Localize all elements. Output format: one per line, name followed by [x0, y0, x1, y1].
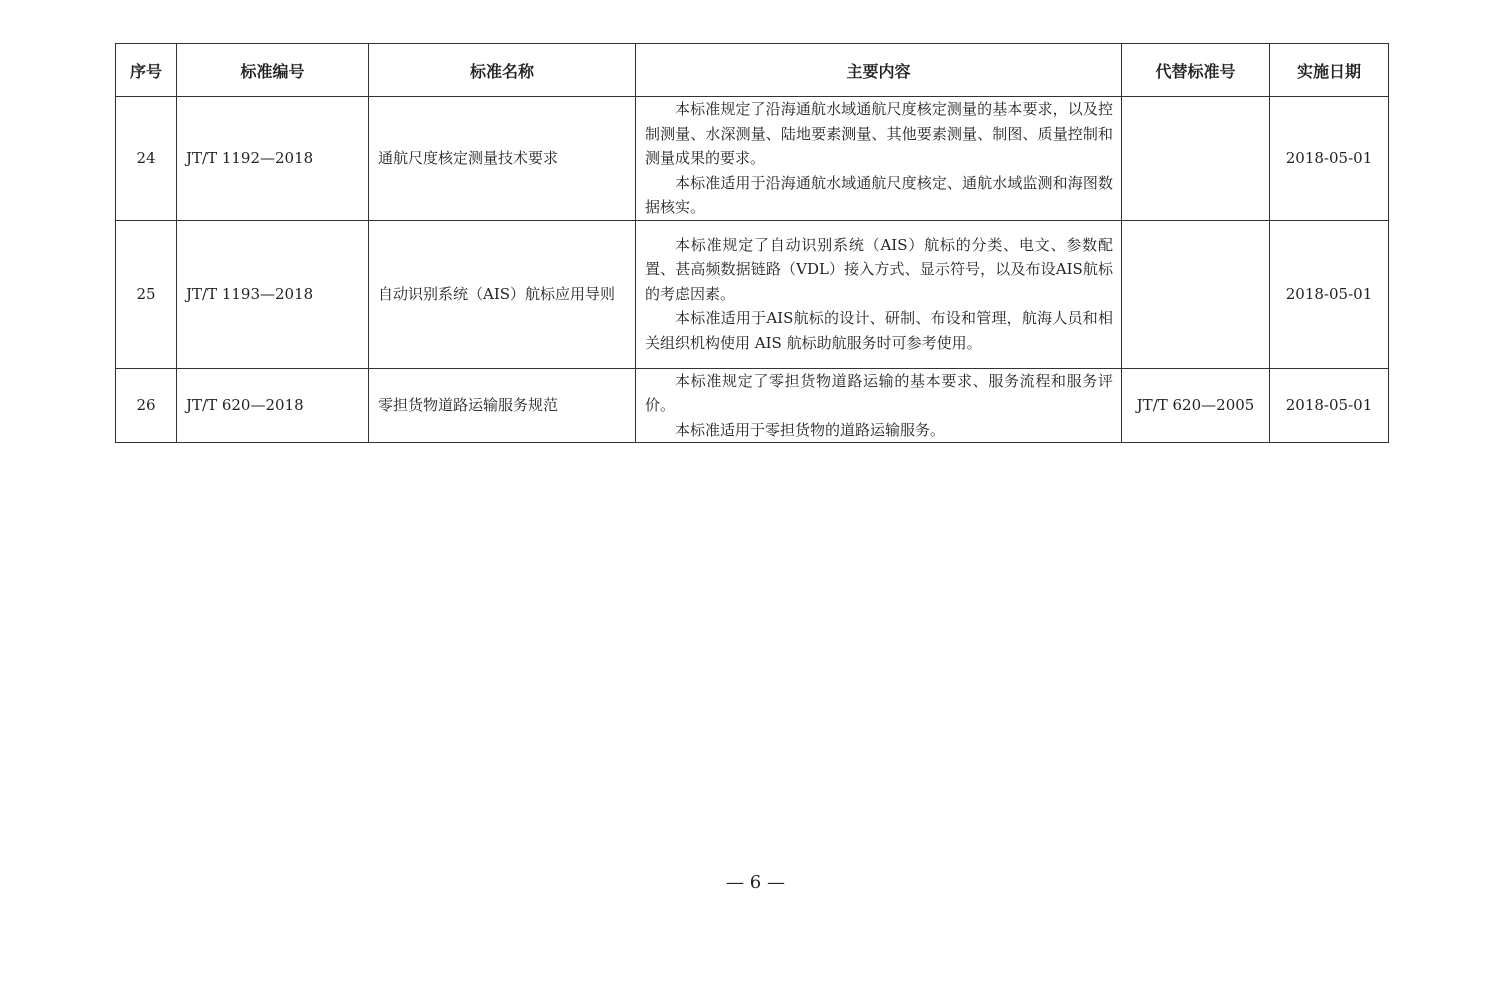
- header-main-content: 主要内容: [636, 44, 1122, 97]
- cell-standard-name: 零担货物道路运输服务规范: [369, 368, 636, 443]
- cell-standard-code: JT/T 620—2018: [177, 368, 369, 443]
- content-paragraph: 本标准规定了零担货物道路运输的基本要求、服务流程和服务评价。: [645, 371, 1113, 414]
- table-row: [116, 368, 1389, 443]
- table-row: [116, 97, 1389, 221]
- table-row: [116, 220, 1389, 368]
- cell-effective-date: 2018-05-01: [1270, 368, 1389, 443]
- cell-main-content: [636, 220, 1122, 368]
- cell-replaces: [1122, 220, 1270, 368]
- content-paragraph: 本标准适用于AIS航标的设计、研制、布设和管理，航海人员和相关组织机构使用 AIS 航标助航服务时可参考使用。: [645, 309, 1113, 352]
- standards-table: [115, 43, 1389, 443]
- cell-main-content: [636, 368, 1122, 443]
- cell-seq: 25: [116, 220, 177, 368]
- cell-replaces: JT/T 620—2005: [1122, 368, 1270, 443]
- table-header-row: [116, 44, 1389, 97]
- cell-seq: 26: [116, 368, 177, 443]
- cell-effective-date: 2018-05-01: [1270, 97, 1389, 221]
- content-paragraph: 本标准适用于沿海通航水域通航尺度核定、通航水域监测和海图数据核实。: [645, 173, 1113, 216]
- header-seq: 序号: [116, 44, 177, 97]
- content-paragraph: 本标准规定了沿海通航水域通航尺度核定测量的基本要求，以及控制测量、水深测量、陆地要素测量、其他要素测量、制图、质量控制和测量成果的要求。: [645, 100, 1113, 167]
- cell-effective-date: 2018-05-01: [1270, 220, 1389, 368]
- header-replaces: 代替标准号: [1122, 44, 1270, 97]
- content-paragraph: 本标准规定了自动识别系统（AIS）航标的分类、电文、参数配置、甚高频数据链路（VDL）接入方式、显示符号，以及布设AIS航标的考虑因素。: [645, 235, 1113, 303]
- cell-standard-name: 通航尺度核定测量技术要求: [369, 97, 636, 221]
- header-standard-name: 标准名称: [369, 44, 636, 97]
- cell-standard-code: JT/T 1193—2018: [177, 220, 369, 368]
- page-number: — 6 —: [726, 872, 785, 893]
- header-standard-code: 标准编号: [177, 44, 369, 97]
- header-effective-date: 实施日期: [1270, 44, 1389, 97]
- content-paragraph: 本标准适用于零担货物的道路运输服务。: [675, 420, 946, 439]
- cell-standard-name: 自动识别系统（AIS）航标应用导则: [369, 220, 636, 368]
- cell-replaces: [1122, 97, 1270, 221]
- cell-seq: 24: [116, 97, 177, 221]
- cell-standard-code: JT/T 1192—2018: [177, 97, 369, 221]
- cell-main-content: [636, 97, 1122, 221]
